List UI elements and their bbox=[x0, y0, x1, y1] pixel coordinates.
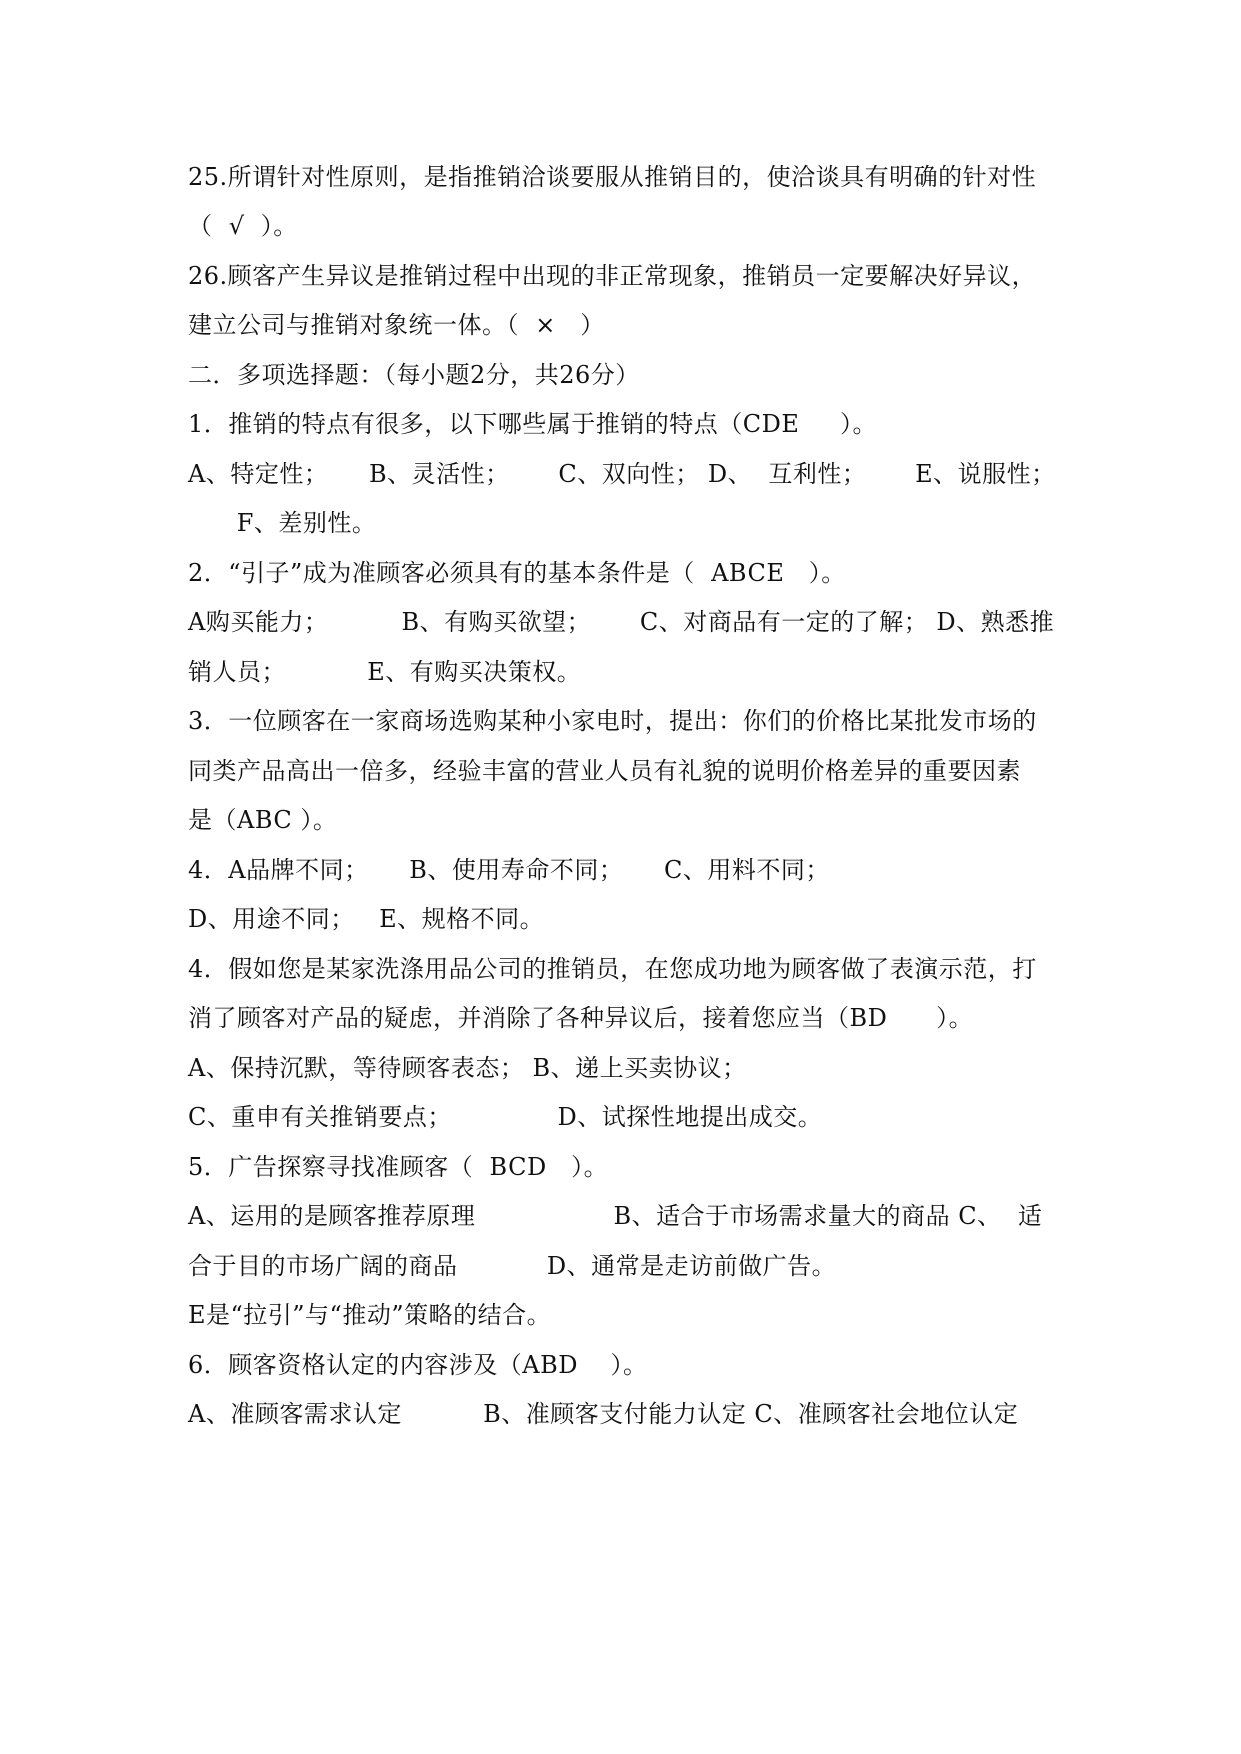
options-line: A、准顾客需求认定 B、准顾客支付能力认定 C、准顾客社会地位认定 bbox=[188, 1400, 1019, 1428]
question-text: 4．假如您是某家洗涤用品公司的推销员，在您成功地为顾客做了表演示范，打 bbox=[188, 955, 1037, 983]
options-line: 销人员； E、有购买决策权。 bbox=[188, 658, 582, 686]
options-line: C、重申有关推销要点； D、试探性地提出成交。 bbox=[188, 1103, 823, 1131]
question-text: 同类产品高出一倍多，经验丰富的营业人员有礼貌的说明价格差异的重要因素 bbox=[188, 757, 1021, 785]
question-text: 6．顾客资格认定的内容涉及（ABD ）。 bbox=[188, 1351, 648, 1379]
options-line: D、用途不同； E、规格不同。 bbox=[188, 905, 545, 933]
text-line: （ √ ）。 bbox=[188, 212, 298, 240]
options-line: A、特定性； B、灵活性； C、双向性； D、 互利性； E、说服性； bbox=[188, 460, 1056, 488]
options-line: 4．A品牌不同； B、使用寿命不同； C、用料不同； bbox=[188, 856, 830, 884]
text-line: 建立公司与推销对象统一体。（ × ） bbox=[188, 311, 605, 339]
question-text: 3．一位顾客在一家商场选购某种小家电时，提出：你们的价格比某批发市场的 bbox=[188, 707, 1037, 735]
text-line: 26.顾客产生异议是推销过程中出现的非正常现象，推销员一定要解决好异议， bbox=[188, 262, 1037, 290]
options-line: A、运用的是顾客推荐原理 B、适合于市场需求量大的商品 C、 适 bbox=[188, 1202, 1043, 1230]
options-line: F、差别性。 bbox=[188, 509, 377, 537]
options-line: A购买能力； B、有购买欲望； C、对商品有一定的了解； D、熟悉推 bbox=[188, 608, 1055, 636]
question-text: 5．广告探察寻找准顾客（ BCD ）。 bbox=[188, 1153, 609, 1181]
options-line: E是“拉引”与“推动”策略的结合。 bbox=[188, 1301, 552, 1329]
section-heading: 二．多项选择题：（每小题2分，共26分） bbox=[188, 361, 640, 389]
question-text: 2．“引子”成为准顾客必须具有的基本条件是（ ABCE ）。 bbox=[188, 559, 846, 587]
question-text: 1．推销的特点有很多，以下哪些属于推销的特点（CDE ）。 bbox=[188, 410, 878, 438]
text-line: 25.所谓针对性原则，是指推销洽谈要服从推销目的，使洽谈具有明确的针对性 bbox=[188, 163, 1037, 191]
options-line: 合于目的市场广阔的商品 D、通常是走访前做广告。 bbox=[188, 1252, 837, 1280]
options-line: A、保持沉默，等待顾客表态； B、递上买卖协议； bbox=[188, 1054, 747, 1082]
question-text: 是（ABC ）。 bbox=[188, 806, 338, 834]
question-text: 消了顾客对产品的疑虑，并消除了各种异议后，接着您应当（BD ）。 bbox=[188, 1004, 974, 1032]
